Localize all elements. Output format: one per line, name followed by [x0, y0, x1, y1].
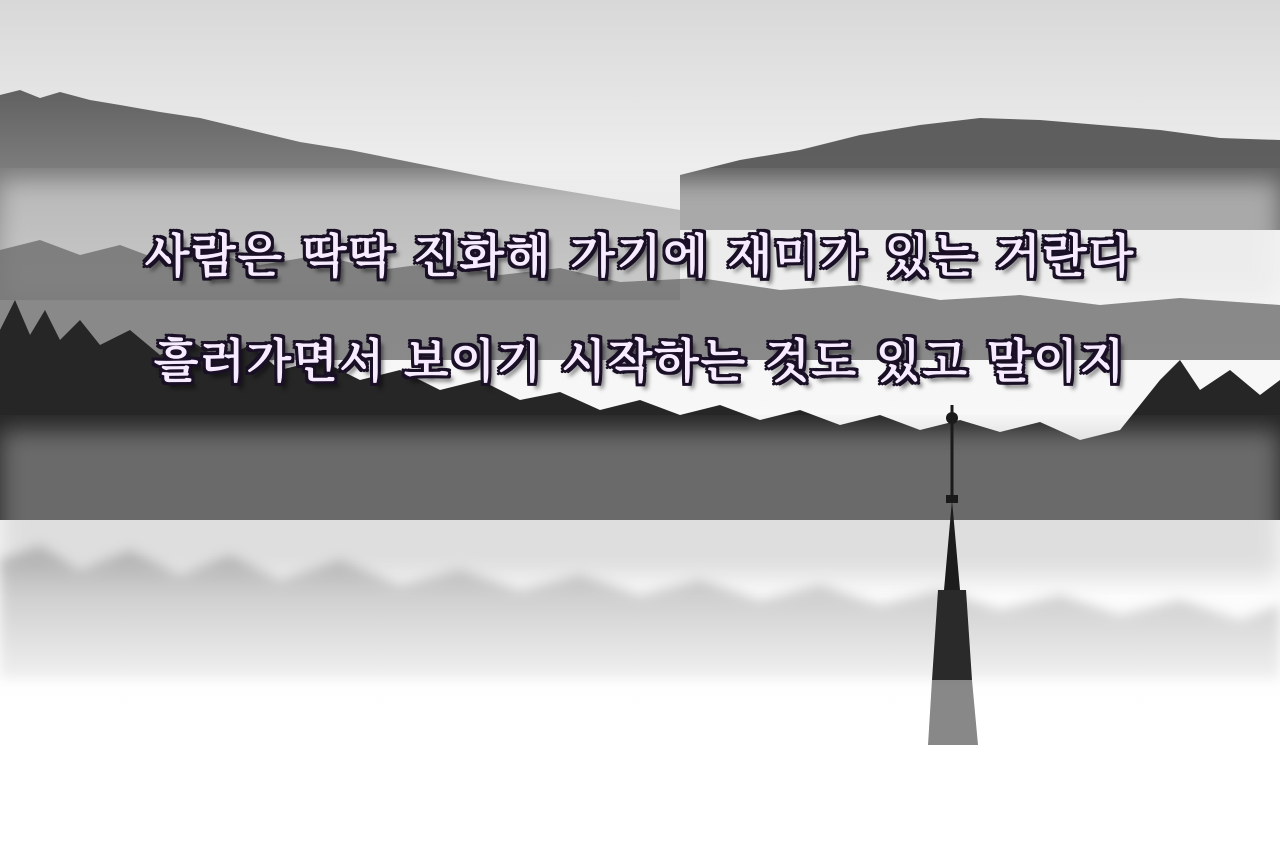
caption-line-1: 사람은 딱딱 진화해 가기에 재미가 있는 거란다 — [144, 229, 1136, 283]
bottom-fog — [0, 560, 1280, 853]
lower-mist — [0, 430, 1280, 580]
caption-line-2: 흘러가면서 보이기 시작하는 것도 있고 말이지 — [153, 334, 1127, 388]
